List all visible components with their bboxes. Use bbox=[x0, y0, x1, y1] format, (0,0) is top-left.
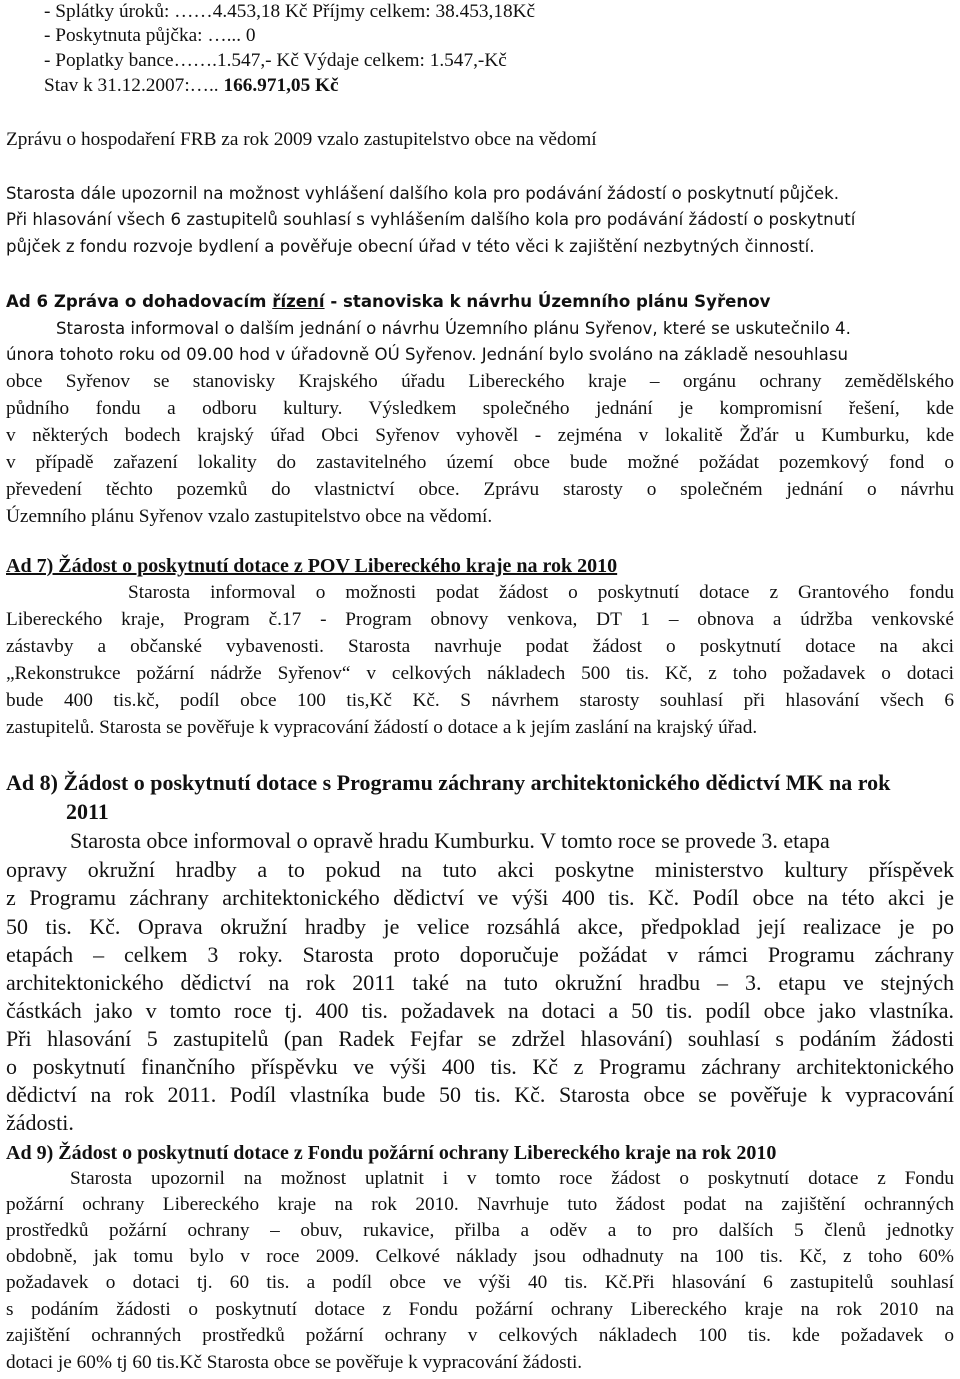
balance-value: 166.971,05 Kč bbox=[223, 75, 339, 96]
ad8-line-5: etapách – celkem 3 roky. Starosta proto doporučuje požádat v rámci Programu záchrany bbox=[6, 942, 954, 967]
ad7-line-6: zastupitelů. Starosta se pověřuje k vypracování žádostí o dotace a k jejím zaslání na krajský úřad. bbox=[6, 717, 758, 738]
ad8-line-1: Starosta obce informoval o opravě hradu Kumburku. V tomto roce se provede 3. etapa bbox=[70, 828, 830, 853]
ad6-line-7: převedení těchto pozemků do vlastnictví obce. Zprávu starosty o společném jednání o návrhu bbox=[6, 479, 954, 500]
finance-line-loan: - Poskytnuta půjčka: …... 0 bbox=[44, 25, 256, 46]
finance-line-fees: - Poplatky bance…….1.547,- Kč Výdaje celkem: 1.547,-Kč bbox=[44, 50, 507, 71]
balance-label: Stav k 31.12.2007:….. bbox=[44, 75, 224, 96]
ad6-line-5: v některých bodech krajský úřad Obci Syřenov vyhověl - zejména v lokalitě Žďár u Kumburku, kde bbox=[6, 425, 954, 446]
ad7-line-5: bude 400 tis.kč, podíl obce 100 tis,Kč Kč. S návrhem starosty souhlasí při hlasování všech 6 bbox=[6, 690, 954, 711]
ad9-line-4: obdobně, jak tomu bylo v roce 2009. Celkové náklady jsou odhadnuty na 100 tis. Kč, z toho 60% bbox=[6, 1246, 954, 1267]
ad9-line-8: dotaci je 60% tj 60 tis.Kč Starosta obce se pověřuje k vypracování žádosti. bbox=[6, 1352, 583, 1373]
ad8-line-10: dědictví na rok 2011. Podíl vlastníka bude 50 tis. Kč. Starosta obce se pověřuje k vypracování bbox=[6, 1082, 954, 1107]
ad7-heading: Ad 7) Žádost o poskytnutí dotace z POV Libereckého kraje na rok 2010 bbox=[6, 555, 618, 577]
ad9-line-3: prostředků požární ochrany – obuv, rukavice, přilba a oděv a to pro dalších 5 členů jednotky bbox=[6, 1220, 954, 1241]
ad9-line-1: Starosta upozornil na možnost uplatnit i v tomto roce žádost o poskytnutí dotace z Fondu bbox=[70, 1168, 954, 1189]
ad9-line-6: s podáním žádosti o poskytnutí dotace z Fondu požární ochrany Libereckého kraje na rok 2010 na bbox=[6, 1299, 954, 1320]
ad8-line-4: 50 tis. Kč. Oprava okružní hradby je velice rozsáhlá akce, předpoklad její realizace je po bbox=[6, 914, 954, 939]
ad7-line-4: „Rekonstrukce požární nádrže Syřenov“ v celkových nákladech 500 tis. Kč, z toho požadavek o dotaci bbox=[6, 663, 954, 684]
ad8-heading-line-1: Ad 8) Žádost o poskytnutí dotace s Programu záchrany architektonického dědictví MK na rok bbox=[6, 770, 891, 795]
ad6-line-2: února tohoto roku od 09.00 hod v úřadovně OÚ Syřenov. Jednání bylo svoláno na základě nesouhlasu bbox=[6, 345, 848, 364]
ad9-line-7: zajištění ochranných prostředků požární ochrany v celkových nákladech 100 tis. kde požadavek o bbox=[6, 1325, 954, 1346]
ad7-line-1: Starosta informoval o možnosti podat žádost o poskytnutí dotace z Grantového fondu bbox=[128, 582, 954, 603]
ad9-heading: Ad 9) Žádost o poskytnutí dotace z Fondu požární ochrany Libereckého kraje na rok 2010 bbox=[6, 1142, 777, 1164]
ad9-line-2: požární ochrany Libereckého kraje na rok 2010. Navrhuje tuto žádost podat na zajištění ochranných bbox=[6, 1194, 954, 1215]
finance-line-balance bbox=[44, 74, 954, 98]
ad8-line-3: z Programu záchrany architektonického dědictví ve výši 400 tis. Kč. Podíl obce na této akci je bbox=[6, 885, 954, 910]
ad6-heading-part2: řízení bbox=[272, 292, 325, 311]
ad8-line-7: částkách jako v tomto roce tj. 400 tis. požadavek na dotaci a 50 tis. podíl obce jako vlastníka. bbox=[6, 998, 954, 1023]
ad6-line-1: Starosta informoval o dalším jednání o návrhu Územního plánu Syřenov, které se uskutečnilo 4. bbox=[56, 319, 851, 338]
ad9-line-5: požadavek o dotaci tj. 60 tis. a podíl obce ve výši 40 tis. Kč.Při hlasování 6 zastupitelů souhlasí bbox=[6, 1272, 954, 1293]
ad6-line-6: v případě zařazení lokality do zastavitelného území obce bude možné požádat pozemkový fond o bbox=[6, 452, 954, 473]
ad8-line-2: opravy okružní hradby a to pokud na tuto akci poskytne ministerstvo kultury příspěvek bbox=[6, 857, 954, 882]
ad8-line-6: architektonického dědictví na rok 2011 také na tuto okružní hradbu – 3. etapu ve stejných bbox=[6, 970, 954, 995]
loans-line-2: Při hlasování všech 6 zastupitelů souhlasí s vyhlášením dalšího kola pro podávání žádostí o poskytnutí bbox=[6, 210, 856, 229]
ad7-line-2: Libereckého kraje, Program č.17 - Program obnovy venkova, DT 1 – obnova a údržba venkovské bbox=[6, 609, 954, 630]
ad6-line-8: Územního plánu Syřenov vzalo zastupitelstvo obce na vědomí. bbox=[6, 506, 493, 527]
frb-note: Zprávu o hospodaření FRB za rok 2009 vzalo zastupitelstvo obce na vědomí bbox=[6, 129, 597, 150]
finance-line-interest: - Splátky úroků: ……4.453,18 Kč Příjmy celkem: 38.453,18Kč bbox=[44, 1, 536, 22]
ad6-heading-part3: - stanoviska k návrhu Územního plánu Syřenov bbox=[324, 292, 771, 311]
ad7-line-3: zástavby a občanské vybavenosti. Starosta navrhuje podat žádost o poskytnutí dotace na akci bbox=[6, 636, 954, 657]
ad6-line-4: půdního fondu a odboru kultury. Výsledkem společného jednání je kompromisní řešení, kde bbox=[6, 398, 954, 419]
ad6-heading-part1: Ad 6 Zpráva o dohadovacím bbox=[6, 292, 273, 311]
loans-line-1: Starosta dále upozornil na možnost vyhlášení dalšího kola pro podávání žádostí o poskytnutí půjček. bbox=[6, 184, 840, 203]
ad8-line-11: žádosti. bbox=[6, 1110, 74, 1135]
ad6-heading bbox=[6, 290, 954, 314]
ad6-line-3: obce Syřenov se stanovisky Krajského úřadu Libereckého kraje – orgánu ochrany zemědělského bbox=[6, 371, 954, 392]
ad8-heading-line-2: 2011 bbox=[66, 799, 109, 824]
loans-line-3: půjček z fondu rozvoje bydlení a pověřuje obecní úřad v této věci k zajištění nezbytných činností. bbox=[6, 237, 815, 256]
ad8-line-8: Při hlasování 5 zastupitelů (pan Radek Fejfar se zdržel hlasování) souhlasí s podáním žádosti bbox=[6, 1026, 954, 1051]
ad8-line-9: o poskytnutí finančního příspěvku ve výši 400 tis. Kč z Programu záchrany architektonického bbox=[6, 1054, 954, 1079]
